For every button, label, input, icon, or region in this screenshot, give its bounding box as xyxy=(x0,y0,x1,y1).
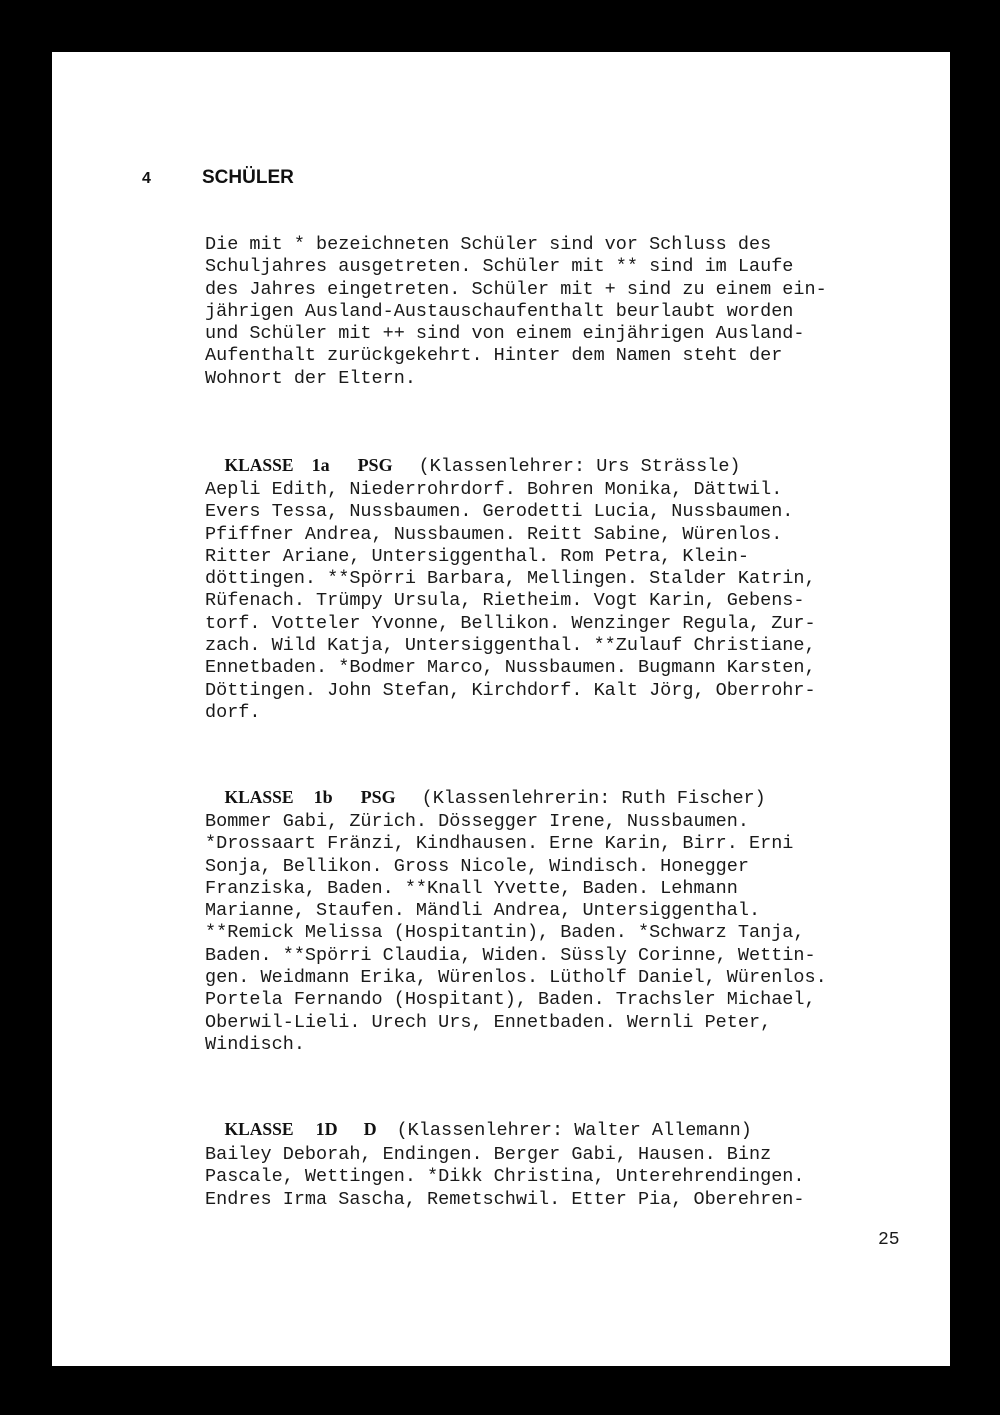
class-students-1d xyxy=(205,1144,925,1211)
section-number: 4 xyxy=(142,170,151,187)
student-line: Bailey Deborah, Endingen. Berger Gabi, Hausen. Binz xyxy=(205,1144,772,1165)
class-teacher: (Klassenlehrer: Walter Allemann) xyxy=(396,1120,752,1141)
class-label: KLASSE xyxy=(224,1119,294,1139)
intro-line: jährigen Ausland-Austauschaufenthalt beurlaubt worden xyxy=(205,300,794,322)
intro-line: Wohnort der Eltern. xyxy=(205,367,416,389)
student-line: Sonja, Bellikon. Gross Nicole, Windisch. Honegger xyxy=(205,855,749,877)
class-type: PSG xyxy=(357,455,393,475)
student-line: Pfiffner Andrea, Nussbaumen. Reitt Sabine, Würenlos. xyxy=(205,523,783,545)
student-line: Marianne, Staufen. Mändli Andrea, Untersiggenthal. xyxy=(205,900,761,922)
class-students-1b xyxy=(205,811,925,1056)
intro-line: Aufenthalt zurückgekehrt. Hinter dem Namen steht der xyxy=(205,345,783,367)
student-line: Bommer Gabi, Zürich. Dössegger Irene, Nussbaumen. xyxy=(205,811,749,832)
section-title: SCHÜLER xyxy=(202,167,294,188)
class-teacher: (Klassenlehrerin: Ruth Fischer) xyxy=(421,788,766,809)
class-label: KLASSE xyxy=(224,787,294,807)
student-line: Baden. **Spörri Claudia, Widen. Süssly Corinne, Wettin- xyxy=(205,944,816,966)
student-line: *Drossaart Fränzi, Kindhausen. Erne Karin, Birr. Erni xyxy=(205,833,794,855)
class-label: KLASSE xyxy=(224,455,294,475)
class-type: D xyxy=(363,1119,377,1139)
intro-line: des Jahres eingetreten. Schüler mit + sind zu einem ein- xyxy=(205,278,827,300)
class-type: PSG xyxy=(360,787,396,807)
section-heading xyxy=(142,167,294,189)
student-line: gen. Weidmann Erika, Würenlos. Lütholf Daniel, Würenlos. xyxy=(205,967,827,989)
student-line: Rüfenach. Trümpy Ursula, Rietheim. Vogt Karin, Gebens- xyxy=(205,590,805,612)
intro-line: und Schüler mit ++ sind von einem einjährigen Ausland- xyxy=(205,323,805,345)
intro-paragraph xyxy=(205,234,925,390)
student-line: torf. Votteler Yvonne, Bellikon. Wenzinger Regula, Zur- xyxy=(205,612,816,634)
student-line: Endres Irma Sascha, Remetschwil. Etter Pia, Oberehren- xyxy=(205,1188,805,1210)
student-line: Ritter Ariane, Untersiggenthal. Rom Petra, Klein- xyxy=(205,545,749,567)
class-code: 1D xyxy=(315,1119,338,1139)
class-code: 1b xyxy=(313,787,333,807)
student-line: Portela Fernando (Hospitant), Baden. Trachsler Michael, xyxy=(205,989,816,1011)
student-line: döttingen. **Spörri Barbara, Mellingen. Stalder Katrin, xyxy=(205,568,816,590)
intro-line: Die mit * bezeichneten Schüler sind vor Schluss des xyxy=(205,234,772,255)
student-line: Döttingen. John Stefan, Kirchdorf. Kalt Jörg, Oberrohr- xyxy=(205,679,816,701)
class-code: 1a xyxy=(311,455,330,475)
student-line: Pascale, Wettingen. *Dikk Christina, Unterehrendingen. xyxy=(205,1166,805,1188)
student-line: Ennetbaden. *Bodmer Marco, Nussbaumen. Bugmann Karsten, xyxy=(205,657,816,679)
student-line: Aepli Edith, Niederrohrdorf. Bohren Monika, Dättwil. xyxy=(205,479,783,500)
class-teacher: (Klassenlehrer: Urs Strässle) xyxy=(418,456,741,477)
student-line: Evers Tessa, Nussbaumen. Gerodetti Lucia, Nussbaumen. xyxy=(205,501,794,523)
student-line: dorf. xyxy=(205,701,261,723)
student-line: Oberwil-Lieli. Urech Urs, Ennetbaden. Wernli Peter, xyxy=(205,1011,772,1033)
student-line: zach. Wild Katja, Untersiggenthal. **Zulauf Christiane, xyxy=(205,635,816,657)
class-students-1a xyxy=(205,479,925,724)
student-line: **Remick Melissa (Hospitantin), Baden. *Schwarz Tanja, xyxy=(205,922,805,944)
student-line: Windisch. xyxy=(205,1033,305,1055)
page-number: 25 xyxy=(878,1230,900,1250)
student-line: Franziska, Baden. **Knall Yvette, Baden. Lehmann xyxy=(205,877,738,899)
document-page xyxy=(52,52,950,1366)
intro-line: Schuljahres ausgetreten. Schüler mit ** sind im Laufe xyxy=(205,256,794,278)
